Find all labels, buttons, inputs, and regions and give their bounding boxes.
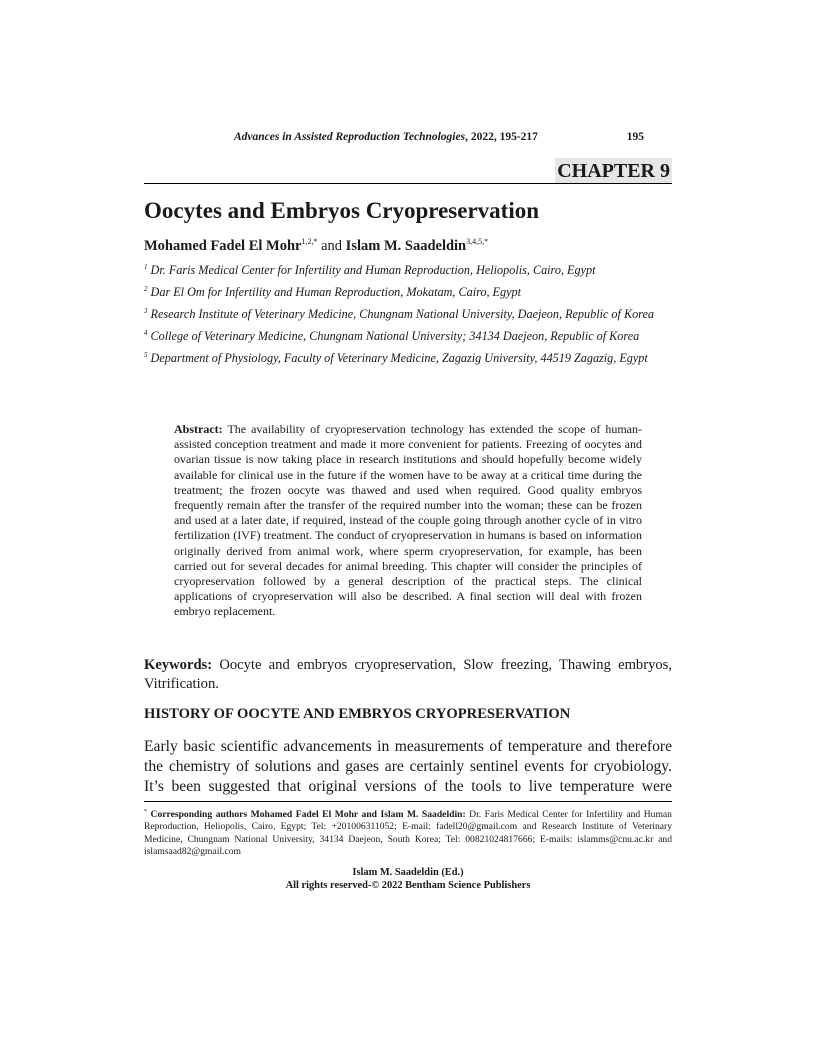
affiliation-text: Dar El Om for Infertility and Human Reproduction, Mokatam, Cairo, Egypt — [150, 285, 521, 299]
affiliation-text: Department of Physiology, Faculty of Veterinary Medicine, Zagazig University, 44519 Zagazig, Egypt — [150, 351, 648, 365]
affiliation-number: 4 — [144, 329, 148, 337]
journal-year-pages: , 2022, 195-217 — [465, 131, 538, 143]
chapter-label: CHAPTER 9 — [557, 160, 670, 182]
keywords-text: Oocyte and embryos cryopreservation, Slow freezing, Thawing embryos, Vitrification. — [144, 657, 672, 692]
affiliations — [144, 259, 672, 369]
author-joiner: and — [317, 238, 346, 254]
affiliation-item — [144, 259, 672, 278]
abstract-label: Abstract: — [174, 422, 223, 436]
author-name: Islam M. Saadeldin — [345, 238, 467, 254]
author-superscript: 3,4,5,* — [466, 237, 489, 246]
abstract — [174, 422, 642, 620]
body-paragraph: Early basic scientific advancements in measurements of temperature and therefore the chemistry of solutions and gases are certainly sentinel events for cryobiology. It’s been suggested that original versions of the tools to live temperature were — [144, 738, 672, 795]
abstract-text: The availability of cryopreservation technology has extended the scope of human-assisted conception treatment and made it more convenient for patients. Freezing of oocytes and ovarian tissue is now taking place in research institutions and should hopefully become widely available for clinical use in the future if the women have to be away at a critical time during the treatment; the frozen oocyte was thawed and used when required. Good quality embryos frequently remain after the transfer of the required number into the woman; these can be frozen and used at a later date, if required, instead of the couple going through another cycle of in vitro fertilization (IVF) treatment. The conduct of cryopreservation in humans is based on information originally derived from animal work, where sperm cryopreservation, for example, has been carried out for several decades for animal breeding. This chapter will consider the principles of cryopreservation followed by a general description of the practical steps. The clinical applications of cryopreservation will also be described. A final section will deal with frozen embryo replacement. — [174, 422, 642, 619]
affiliation-item — [144, 347, 672, 366]
affiliation-number: 1 — [144, 263, 148, 271]
keywords-label: Keywords: — [144, 657, 213, 673]
journal-citation — [234, 131, 538, 143]
affiliation-text: Dr. Faris Medical Center for Infertility and Human Reproduction, Heliopolis, Cairo, Egypt — [150, 263, 596, 277]
author-name: Mohamed Fadel El Mohr — [144, 238, 302, 254]
affiliation-item — [144, 281, 672, 300]
footnote — [144, 806, 672, 859]
footnote-label: Corresponding authors Mohamed Fadel El Mohr and Islam M. Saadeldin: — [150, 809, 466, 820]
keywords — [144, 656, 672, 694]
footnote-text: Dr. Faris Medical Center for Infertility and Human Reproduction, Heliopolis, Cairo, Egypt; Tel: +201006311052; E-mail: fadell20@gmail.com and Research Institute of Veterinary Medicine, Chungnam National University, 34134 Daejeon, South Korea; Tel: 00821024817666; E-mails: islamms@cnu.ac.kr and islamsaad82@gmail.com — [144, 809, 672, 858]
affiliation-text: College of Veterinary Medicine, Chungnam National University; 34134 Daejeon, Republic of Korea — [150, 329, 640, 343]
chapter-divider — [144, 183, 672, 184]
affiliation-item — [144, 303, 672, 322]
author-superscript: 1,2,* — [301, 237, 318, 246]
affiliation-text: Research Institute of Veterinary Medicine, Chungnam National University, Daejeon, Republic of Korea — [150, 307, 654, 321]
affiliation-item — [144, 325, 672, 344]
affiliation-number: 2 — [144, 285, 148, 293]
footnote-divider — [144, 801, 672, 802]
page-footer — [144, 866, 672, 892]
footnote-marker: * — [144, 809, 147, 815]
chapter-title: Oocytes and Embryos Cryopreservation — [144, 198, 540, 223]
footer-rights: All rights reserved-© 2022 Bentham Science Publishers — [285, 880, 531, 891]
footer-editor: Islam M. Saadeldin (Ed.) — [352, 867, 464, 878]
affiliation-number: 5 — [144, 351, 148, 359]
section-heading: HISTORY OF OOCYTE AND EMBRYOS CRYOPRESERVATION — [144, 706, 571, 722]
page-number: 195 — [626, 131, 644, 143]
affiliation-number: 3 — [144, 307, 148, 315]
journal-name: Advances in Assisted Reproduction Technologies — [234, 131, 466, 143]
author-line — [144, 237, 488, 255]
